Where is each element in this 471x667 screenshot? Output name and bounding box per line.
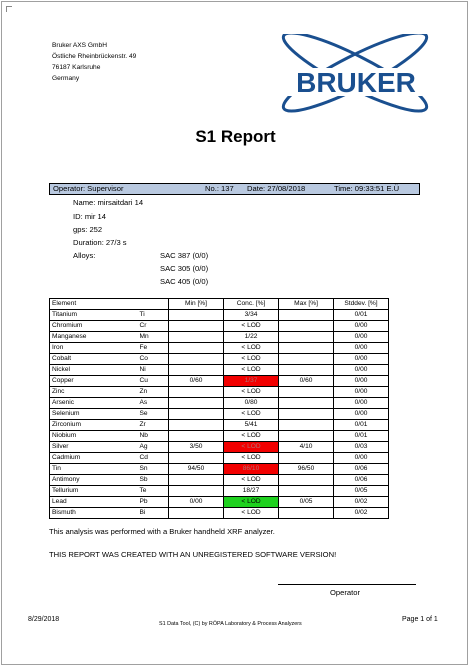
min-cell <box>169 475 224 486</box>
stddev-cell: 0/00 <box>334 321 389 332</box>
conc-cell: < LOD <box>224 321 279 332</box>
min-cell: 0/60 <box>169 376 224 387</box>
stddev-cell: 0/06 <box>334 475 389 486</box>
conc-cell: 5/41 <box>224 420 279 431</box>
max-cell <box>279 343 334 354</box>
stddev-cell: 0/00 <box>334 354 389 365</box>
element-symbol-cell: Bi <box>138 508 169 519</box>
print-date: 8/29/2018 <box>28 616 60 623</box>
min-cell <box>169 321 224 332</box>
table-row <box>50 387 389 398</box>
table-row <box>50 508 389 519</box>
conc-cell: < LOD <box>224 409 279 420</box>
stddev-cell: 0/02 <box>334 508 389 519</box>
page-number: Page 1 of 1 <box>402 616 438 623</box>
stddev-cell: 0/01 <box>334 431 389 442</box>
max-cell <box>279 398 334 409</box>
signature-line <box>278 584 416 585</box>
software-credit: S1 Data Tool, (C) by RÖPA Laboratory & Process Analyzers <box>159 621 302 627</box>
conc-cell: < LOD <box>224 475 279 486</box>
operator-label: Operator: Supervisor <box>53 184 124 193</box>
max-cell <box>279 365 334 376</box>
conc-cell: < LOD <box>224 354 279 365</box>
element-symbol-cell: Mn <box>138 332 169 343</box>
max-cell <box>279 409 334 420</box>
element-name-cell: Bismuth <box>50 508 138 519</box>
report-date: Date: 27/08/2018 <box>247 184 306 193</box>
company-name: Bruker AXS GmbH <box>52 42 107 49</box>
stddev-cell: 0/01 <box>334 420 389 431</box>
stddev-cell: 0/00 <box>334 398 389 409</box>
conc-cell: 18/27 <box>224 486 279 497</box>
table-row <box>50 464 389 475</box>
element-symbol-cell: Cu <box>138 376 169 387</box>
element-symbol-cell: Nb <box>138 431 169 442</box>
operator-signature-label: Operator <box>330 588 360 597</box>
table-row <box>50 442 389 453</box>
stddev-cell: 0/05 <box>334 486 389 497</box>
min-cell <box>169 310 224 321</box>
report-number: No.: 137 <box>205 184 234 193</box>
table-row <box>50 475 389 486</box>
report-page <box>1 1 468 665</box>
company-city: 76187 Karlsruhe <box>52 64 101 71</box>
header-stddev: Stddev. [%] <box>334 299 389 310</box>
stddev-cell: 0/00 <box>334 343 389 354</box>
stddev-cell: 0/00 <box>334 409 389 420</box>
max-cell <box>279 420 334 431</box>
max-cell <box>279 332 334 343</box>
min-cell: 94/50 <box>169 464 224 475</box>
min-cell <box>169 420 224 431</box>
element-symbol-cell: As <box>138 398 169 409</box>
conc-cell: 86/10 <box>224 464 279 475</box>
element-symbol-cell: Ni <box>138 365 169 376</box>
conc-cell: < LOD <box>224 508 279 519</box>
conc-cell: < LOD <box>224 497 279 508</box>
element-table <box>49 298 389 519</box>
table-row <box>50 497 389 508</box>
element-symbol-cell: Se <box>138 409 169 420</box>
element-name-cell: Niobium <box>50 431 138 442</box>
company-country: Germany <box>52 75 80 82</box>
table-row <box>50 431 389 442</box>
table-row <box>50 420 389 431</box>
element-name-cell: Tin <box>50 464 138 475</box>
stddev-cell: 0/00 <box>334 453 389 464</box>
element-symbol-cell: Ag <box>138 442 169 453</box>
stddev-cell: 0/00 <box>334 376 389 387</box>
table-row <box>50 365 389 376</box>
element-name-cell: Antimony <box>50 475 138 486</box>
stddev-cell: 0/00 <box>334 365 389 376</box>
table-row <box>50 376 389 387</box>
report-title: S1 Report <box>195 127 276 146</box>
min-cell <box>169 354 224 365</box>
element-symbol-cell: Co <box>138 354 169 365</box>
element-name-cell: Copper <box>50 376 138 387</box>
min-cell <box>169 343 224 354</box>
stddev-cell: 0/00 <box>334 332 389 343</box>
header-conc: Conc. [%] <box>224 299 279 310</box>
header-element: Element <box>50 299 169 310</box>
sample-name: Name: mirsaitdari 14 <box>73 198 144 207</box>
element-name-cell: Nickel <box>50 365 138 376</box>
company-street: Östliche Rheinbrückenstr. 49 <box>52 53 137 60</box>
conc-cell: < LOD <box>224 343 279 354</box>
report-time: Time: 09:33:51 E.Ü <box>334 184 400 193</box>
header-max: Max [%] <box>279 299 334 310</box>
sample-duration: Duration: 27/3 s <box>73 238 127 247</box>
element-symbol-cell: Te <box>138 486 169 497</box>
table-row <box>50 409 389 420</box>
stddev-cell: 0/03 <box>334 442 389 453</box>
conc-cell: < LOD <box>224 387 279 398</box>
max-cell <box>279 486 334 497</box>
element-symbol-cell: Pb <box>138 497 169 508</box>
max-cell <box>279 431 334 442</box>
stddev-cell: 0/06 <box>334 464 389 475</box>
element-name-cell: Tellurium <box>50 486 138 497</box>
table-row <box>50 310 389 321</box>
conc-cell: 0/80 <box>224 398 279 409</box>
alloy-match: SAC 387 (0/0) <box>160 251 209 260</box>
element-name-cell: Lead <box>50 497 138 508</box>
max-cell: 0/60 <box>279 376 334 387</box>
conc-cell: 1/22 <box>224 332 279 343</box>
element-symbol-cell: Zr <box>138 420 169 431</box>
min-cell <box>169 453 224 464</box>
element-symbol-cell: Sn <box>138 464 169 475</box>
max-cell <box>279 310 334 321</box>
max-cell <box>279 453 334 464</box>
header-min: Min [%] <box>169 299 224 310</box>
conc-cell: 1/37 <box>224 376 279 387</box>
min-cell <box>169 365 224 376</box>
table-row <box>50 354 389 365</box>
sample-id: ID: mir 14 <box>73 212 106 221</box>
element-name-cell: Titanium <box>50 310 138 321</box>
conc-cell: 3/34 <box>224 310 279 321</box>
min-cell <box>169 398 224 409</box>
bruker-logo <box>267 34 442 118</box>
company-address <box>52 40 136 84</box>
element-name-cell: Manganese <box>50 332 138 343</box>
max-cell <box>279 321 334 332</box>
alloy-match: SAC 305 (0/0) <box>160 264 209 273</box>
stddev-cell: 0/00 <box>334 387 389 398</box>
min-cell <box>169 409 224 420</box>
element-name-cell: Zirconium <box>50 420 138 431</box>
max-cell: 4/10 <box>279 442 334 453</box>
alloy-match: SAC 405 (0/0) <box>160 277 209 286</box>
operator-bar <box>49 183 420 195</box>
table-row <box>50 332 389 343</box>
max-cell <box>279 508 334 519</box>
table-row <box>50 398 389 409</box>
max-cell <box>279 387 334 398</box>
element-name-cell: Chromium <box>50 321 138 332</box>
alloys-label: Alloys: <box>73 251 96 260</box>
element-name-cell: Silver <box>50 442 138 453</box>
min-cell <box>169 332 224 343</box>
min-cell <box>169 387 224 398</box>
analysis-note: This analysis was performed with a Bruker handheld XRF analyzer. <box>49 527 275 536</box>
element-name-cell: Arsenic <box>50 398 138 409</box>
table-row <box>50 486 389 497</box>
conc-cell: < LOD <box>224 365 279 376</box>
conc-cell: < LOD <box>224 442 279 453</box>
conc-cell: < LOD <box>224 431 279 442</box>
element-symbol-cell: Ti <box>138 310 169 321</box>
element-name-cell: Cobalt <box>50 354 138 365</box>
element-name-cell: Iron <box>50 343 138 354</box>
element-symbol-cell: Zn <box>138 387 169 398</box>
max-cell <box>279 354 334 365</box>
unregistered-warning: THIS REPORT WAS CREATED WITH AN UNREGISTERED SOFTWARE VERSION! <box>49 550 337 559</box>
stddev-cell: 0/01 <box>334 310 389 321</box>
logo-wordmark: BRUKER <box>296 67 416 98</box>
element-symbol-cell: Sb <box>138 475 169 486</box>
max-cell: 96/50 <box>279 464 334 475</box>
min-cell <box>169 431 224 442</box>
min-cell <box>169 486 224 497</box>
sample-gps: gps: 252 <box>73 225 103 234</box>
table-header-row <box>50 299 389 310</box>
element-name-cell: Zinc <box>50 387 138 398</box>
table-row <box>50 343 389 354</box>
min-cell <box>169 508 224 519</box>
min-cell: 3/50 <box>169 442 224 453</box>
min-cell: 0/00 <box>169 497 224 508</box>
table-row <box>50 321 389 332</box>
max-cell <box>279 475 334 486</box>
element-symbol-cell: Cr <box>138 321 169 332</box>
table-row <box>50 453 389 464</box>
conc-cell: < LOD <box>224 453 279 464</box>
max-cell: 0/05 <box>279 497 334 508</box>
element-symbol-cell: Cd <box>138 453 169 464</box>
stddev-cell: 0/02 <box>334 497 389 508</box>
element-symbol-cell: Fe <box>138 343 169 354</box>
corner-mark <box>6 6 12 12</box>
element-name-cell: Cadmium <box>50 453 138 464</box>
element-name-cell: Selenium <box>50 409 138 420</box>
